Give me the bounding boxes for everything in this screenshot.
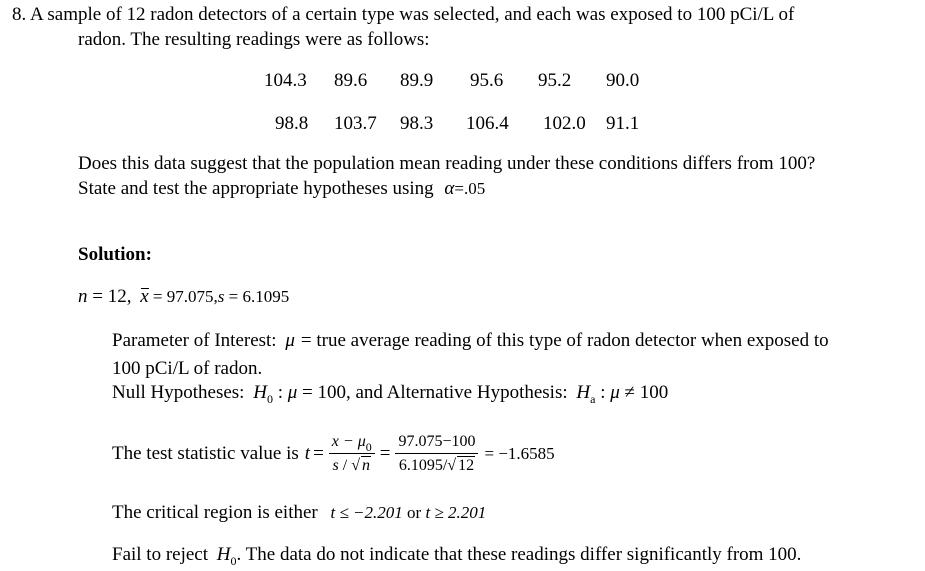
s-value: = 6.1095 — [224, 287, 290, 306]
parameter-text: = true average reading of this type of radon detector when exposed to — [300, 330, 829, 351]
value-fraction: $\frac{97.075-100}{6.1095/√ 12}$ — [395, 433, 478, 475]
reading-cell: 90.0 — [606, 70, 640, 91]
reading-cell: 103.7 — [334, 113, 377, 134]
question-line-2 — [78, 178, 485, 200]
conclusion-prefix: Fail to reject — [112, 544, 209, 565]
reading-cell: 95.6 — [470, 70, 504, 91]
test-statistic-result: = −1.6585 — [484, 444, 555, 463]
value-denominator-n: 12 — [458, 457, 475, 474]
null-hypothesis-subscript: 0 — [266, 392, 273, 406]
question-line-1: Does this data suggest that the population mean reading under these conditions differs from 100? — [78, 153, 816, 174]
alt-hypothesis-symbol: H — [576, 382, 591, 403]
null-hypothesis-label: Null Hypotheses: — [112, 382, 245, 403]
summary-statistics — [78, 286, 289, 308]
value-numerator: 97.075−100 — [395, 433, 478, 454]
critical-region — [112, 502, 486, 524]
conclusion-h-symbol: H — [216, 544, 231, 565]
problem-statement-line-1: 8. A sample of 12 radon detectors of a certain type was selected, and each was exposed to 100 pCi/L of — [12, 4, 795, 25]
critical-upper: t ≥ 2.201 — [425, 503, 487, 522]
null-mu: μ — [287, 382, 298, 403]
question-text: State and test the appropriate hypotheses using — [78, 178, 434, 199]
reading-cell: 89.6 — [334, 70, 368, 91]
critical-region-label: The critical region is either — [112, 502, 318, 523]
formula-denominator-s: s — [332, 457, 339, 474]
null-hypothesis-symbol: H — [253, 382, 267, 403]
test-statistic-label: The test statistic value is — [112, 443, 299, 464]
xbar-value: = 97.075, — [148, 287, 218, 306]
alpha-value: =.05 — [454, 179, 486, 198]
solution-heading: Solution: — [78, 244, 152, 265]
reading-cell: 95.2 — [538, 70, 572, 91]
critical-or: or — [402, 503, 426, 522]
conclusion — [112, 544, 801, 567]
alt-mu: μ — [610, 382, 620, 403]
formula-numerator: x − μ — [331, 433, 366, 450]
reading-cell: 104.3 — [264, 70, 307, 91]
n-value: = 12, — [87, 286, 132, 307]
formula-fraction: $\frac{x - \mu_0}{s / √ n}$ — [329, 433, 375, 475]
reading-cell: 106.4 — [466, 113, 509, 134]
critical-lower: t ≤ −2.201 — [330, 503, 403, 522]
reading-cell: 98.3 — [400, 113, 434, 134]
n-symbol: n — [78, 286, 88, 307]
hypothesis-connector: , and Alternative Hypothesis: — [346, 382, 568, 403]
parameter-of-interest — [112, 330, 829, 352]
reading-cell: 98.8 — [275, 113, 309, 134]
value-denominator: 6.1095/ — [398, 457, 448, 474]
conclusion-text: . The data do not indicate that these readings differ significantly from 100. — [236, 544, 802, 565]
alpha-symbol: α — [444, 178, 455, 199]
null-rhs: = 100 — [297, 382, 346, 403]
hypotheses-line: Null Hypotheses: $H_0$ : μ = 100, and Alternative Hypothesis: $H_a$ : μ ≠ 100 — [112, 382, 669, 406]
test-statistic-equation: The test statistic value is t = $\frac{x - \mu_0}{s / √ n}$ = $\frac{97.075-100}{6.1095/√ 12}$ = −1.6585 — [112, 433, 555, 474]
alt-hypothesis-subscript: a — [590, 392, 596, 406]
formula-denominator-n: n — [362, 457, 370, 474]
reading-cell: 89.9 — [400, 70, 434, 91]
reading-cell: 102.0 — [543, 113, 586, 134]
parameter-label: Parameter of Interest: — [112, 330, 277, 351]
parameter-continuation: 100 pCi/L of radon. — [112, 358, 263, 379]
s-symbol: s — [217, 287, 225, 306]
mu-symbol: μ — [285, 330, 295, 351]
reading-cell: 91.1 — [606, 113, 640, 134]
problem-statement-line-2: radon. The resulting readings were as follows: — [78, 29, 430, 50]
formula-numerator-subscript: 0 — [365, 440, 372, 454]
alt-rhs: ≠ 100 — [619, 382, 669, 403]
conclusion-h-subscript: 0 — [230, 554, 237, 568]
t-symbol: t — [304, 443, 311, 464]
xbar-symbol: x — [140, 286, 149, 307]
